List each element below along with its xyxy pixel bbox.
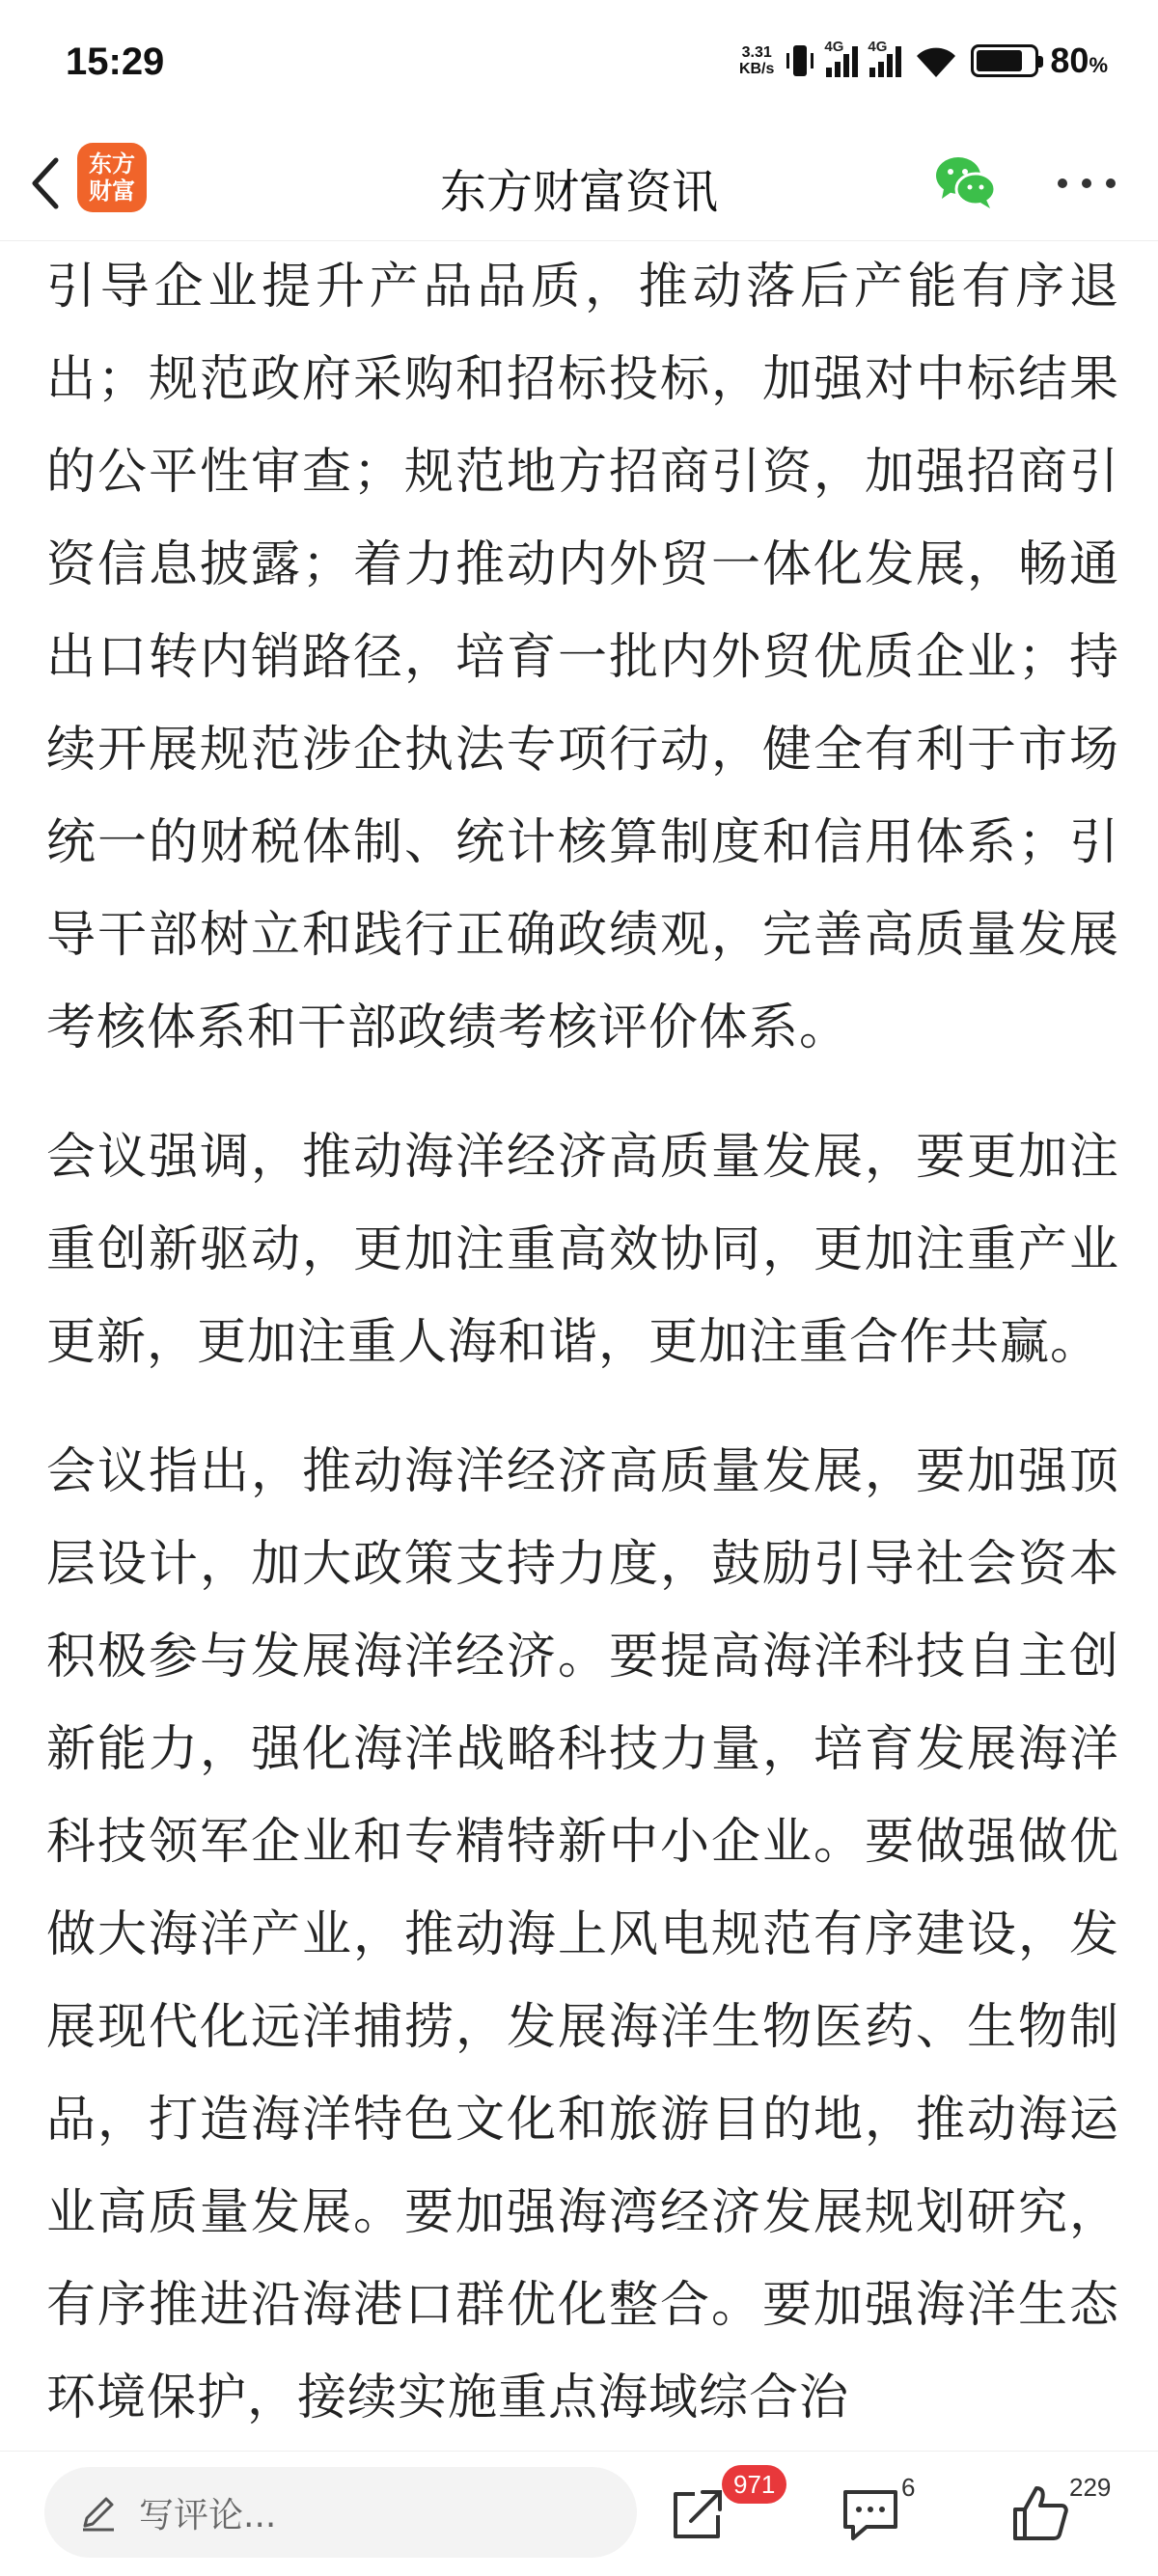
network-speed-unit: KB/s (738, 61, 775, 77)
pencil-icon (79, 2493, 118, 2532)
bottom-action-bar (0, 2451, 1158, 2576)
status-time: 15:29 (66, 41, 165, 83)
status-indicators (739, 41, 1108, 81)
more-button[interactable] (1048, 154, 1125, 212)
comment-placeholder: 写评论... (139, 2495, 277, 2535)
more-dot (1106, 178, 1116, 188)
battery-fill (977, 50, 1021, 71)
thumbs-up-icon (1009, 2482, 1071, 2544)
signal-type-label: 4G (824, 39, 844, 55)
nav-bar (0, 125, 1158, 241)
more-dot (1082, 178, 1091, 188)
article-paragraph: 会议指出，推动海洋经济高质量发展，要加强顶层设计，加大政策支持力度，鼓励引导社会资本积极参与发展海洋经济。要提高海洋科技自主创新能力，强化海洋战略科技力量，培育发展海洋科技领军企业和专精特新中小企业。要做强做优做大海洋产业，推动海上风电规范有序建设，发展现代化远洋捕捞，发展海洋生物医药、生物制品，打造海洋特色文化和旅游目的地，推动海运业高质量发展。要加强海湾经济发展规划研究，有序推进沿海港口群优化整合。要加强海洋生态环境保护，接续实施重点海域综合治 (46, 1443, 1119, 2426)
share-icon (666, 2482, 728, 2544)
like-count: 229 (1069, 2473, 1112, 2502)
article-paragraph: 引导企业提升产品品质，推动落后产能有序退出；规范政府采购和招标投标，加强对中标结果的公平性审查；规范地方招商引资，加强招商引资信息披露；着力推动内外贸一体化发展，畅通出口转内销路径，培育一批内外贸优质企业；持续开展规范涉企执法专项行动，健全有利于市场统一的财税体制、统计核算制度和信用体系；引导干部树立和践行正确政绩观，完善高质量发展考核体系和干部政绩考核评价体系。 (46, 259, 1119, 1056)
comment-icon (840, 2482, 901, 2544)
logo-line-2: 财富 (89, 178, 135, 205)
comments-button[interactable] (840, 2482, 907, 2550)
battery-percent: 80% (1050, 41, 1108, 80)
like-button[interactable] (1009, 2482, 1077, 2550)
signal-strength-icon (868, 39, 901, 77)
article-paragraph: 会议强调，推动海洋经济高质量发展，要更加注重创新驱动，更加注重高效协同，更加注重产业更新，更加注重人海和谐，更加注重合作共赢。 (46, 1129, 1119, 1371)
wifi-icon (913, 42, 959, 79)
signal-strength-icon (824, 39, 858, 77)
more-dot (1058, 178, 1067, 188)
share-count-badge: 971 (722, 2465, 786, 2504)
network-speed (739, 44, 774, 77)
logo-line-1: 东方 (89, 151, 135, 178)
status-bar (0, 0, 1158, 125)
signal-type-label: 4G (868, 39, 888, 55)
wechat-icon (932, 149, 1000, 216)
vibrate-icon (786, 41, 814, 80)
article-body[interactable] (46, 241, 1119, 2451)
wechat-share-button[interactable] (932, 149, 1000, 216)
battery-icon (971, 44, 1038, 77)
comment-count: 6 (901, 2473, 916, 2502)
network-speed-value: 3.31 (741, 44, 772, 61)
comment-input[interactable] (44, 2467, 637, 2558)
page-title: 东方财富资讯 (439, 165, 718, 219)
